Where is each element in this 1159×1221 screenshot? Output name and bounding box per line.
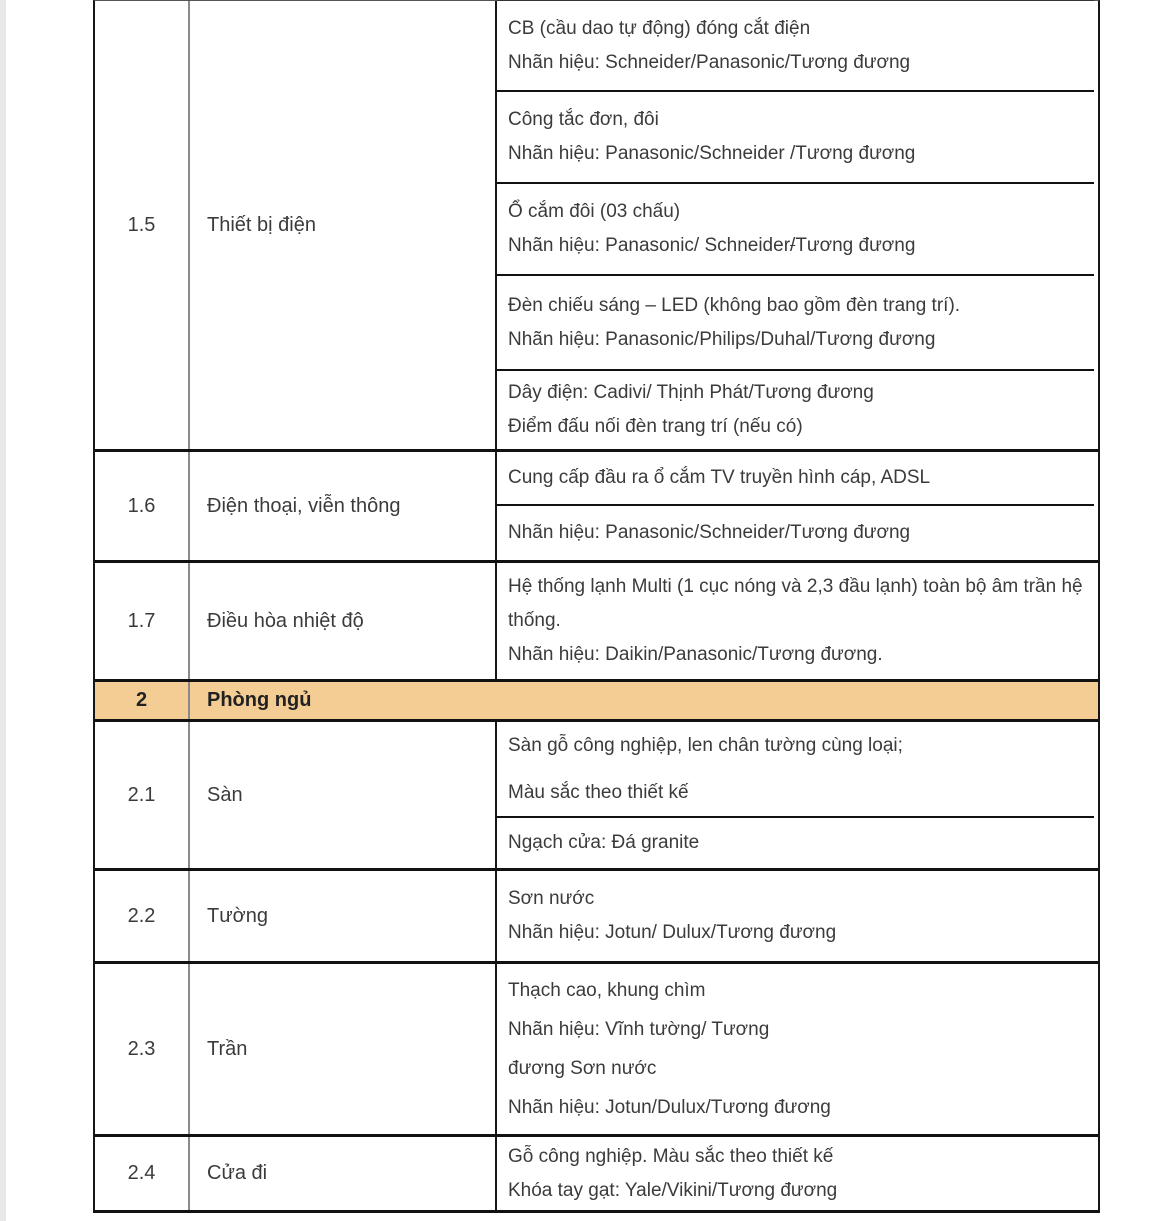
- detail-line: Đèn chiếu sáng – LED (không bao gồm đèn trang trí).: [508, 294, 961, 316]
- row-number: 2.3: [127, 1037, 156, 1060]
- detail-line: Nhãn hiệu: Panasonic/Philips/Duhal/Tương đương: [508, 328, 936, 350]
- detail-line: Thạch cao, khung chìm: [508, 979, 706, 1001]
- row-label-cell: [190, 964, 497, 1134]
- detail-line: Ổ cắm đôi (03 chấu): [508, 201, 681, 222]
- detail-line: Điểm đấu nối đèn trang trí (nếu có): [508, 416, 803, 437]
- row-label: Sàn: [207, 783, 243, 806]
- detail-line: Sàn gỗ công nghiệp, len chân tường cùng loại;: [508, 734, 903, 756]
- detail-line: Cung cấp đầu ra ổ cắm TV truyền hình cáp, ADSL: [508, 467, 931, 488]
- table-row-2-2: [95, 868, 1098, 961]
- row-label: Điều hòa nhiệt độ: [207, 609, 364, 632]
- row-label-cell: [190, 871, 497, 961]
- detail-line: CB (cầu dao tự động) đóng cắt điện: [508, 17, 811, 39]
- row-number: 1.6: [127, 494, 156, 517]
- detail-line: Nhãn hiệu: Daikin/Panasonic/Tương đương.: [508, 644, 883, 665]
- detail-column: [497, 871, 1094, 961]
- row-label-cell: [190, 1137, 497, 1210]
- detail-line: Hệ thống lạnh Multi (1 cục nóng và 2,3 đầu lạnh) toàn bộ âm trần hệ thống.: [508, 576, 1083, 631]
- detail-cell: [497, 1, 1094, 90]
- detail-line: Nhãn hiệu: Jotun/Dulux/Tương đương: [508, 1096, 831, 1118]
- table-row-1-5: [95, 1, 1098, 449]
- detail-line: Gỗ công nghiệp. Màu sắc theo thiết kế: [508, 1145, 834, 1167]
- row-number-cell: [95, 563, 190, 679]
- row-label: Cửa đi: [207, 1162, 268, 1184]
- row-number-cell: [95, 722, 190, 868]
- table-row-2-4: [95, 1134, 1098, 1210]
- detail-line: Khóa tay gạt: Yale/Vikini/Tương đương: [508, 1179, 838, 1201]
- table-row-1-7: [95, 560, 1098, 679]
- detail-cell: [497, 369, 1094, 449]
- table-row-2-1: [95, 719, 1098, 868]
- table-row-1-6: [95, 449, 1098, 560]
- detail-column: [497, 452, 1094, 560]
- detail-cell: [497, 504, 1094, 560]
- row-number: 1.5: [127, 213, 156, 236]
- detail-line: Nhãn hiệu: Panasonic/Schneider /Tương đương: [508, 143, 916, 164]
- page-left-gutter: [0, 0, 6, 1221]
- section-title-cell: [190, 682, 1098, 719]
- detail-line: Dây điện: Cadivi/ Thịnh Phát/Tương đương: [508, 382, 874, 403]
- detail-column: [497, 722, 1094, 868]
- row-number-cell: [95, 1137, 190, 1210]
- brand-text: Nhãn hiệu: Panasonic/ Schneider: [508, 235, 791, 256]
- detail-line: Màu sắc theo thiết kế: [508, 781, 689, 803]
- row-label: Trần: [207, 1037, 248, 1060]
- detail-line: Nhãn hiệu: Panasonic/Schneider/Tương đương: [508, 522, 911, 543]
- section-header-row: [95, 679, 1098, 719]
- detail-line: Nhãn hiệu: Schneider/Panasonic/Tương đương: [508, 51, 911, 73]
- detail-cell: [497, 871, 1094, 961]
- row-label-cell: [190, 563, 497, 679]
- detail-line: [508, 229, 1084, 263]
- row-number: 2.4: [127, 1162, 156, 1184]
- detail-column: [497, 0, 1094, 449]
- detail-cell: [497, 90, 1094, 182]
- row-label: Tường: [207, 904, 268, 927]
- row-number-cell: [95, 1, 190, 449]
- row-number-cell: [95, 964, 190, 1134]
- detail-cell: [497, 182, 1094, 274]
- row-label-cell: [190, 452, 497, 560]
- section-title: Phòng ngủ: [207, 689, 312, 711]
- detail-line: Nhãn hiệu: Vĩnh tường/ Tương: [508, 1018, 770, 1040]
- detail-line: Sơn nước: [508, 888, 595, 909]
- row-label: Thiết bị điện: [207, 213, 316, 236]
- detail-line: Ngạch cửa: Đá granite: [508, 832, 700, 853]
- row-label-cell: [190, 1, 497, 449]
- row-label-cell: [190, 722, 497, 868]
- detail-cell: [497, 816, 1094, 868]
- row-number: 2.1: [127, 783, 156, 806]
- detail-cell: [497, 274, 1094, 369]
- section-number-cell: [95, 682, 190, 719]
- detail-cell: [497, 1137, 1094, 1210]
- row-label: Điện thoại, viễn thông: [207, 494, 401, 517]
- detail-line: đương Sơn nước: [508, 1057, 657, 1079]
- row-number: 2.2: [127, 904, 156, 927]
- detail-column: [497, 563, 1094, 679]
- detail-column: [497, 1137, 1094, 1210]
- row-number-cell: [95, 452, 190, 560]
- detail-cell: [497, 722, 1094, 816]
- detail-column: [497, 964, 1094, 1134]
- strikethrough-slash: /: [790, 235, 796, 256]
- detail-line: Nhãn hiệu: Jotun/ Dulux/Tương đương: [508, 922, 837, 943]
- spec-table: [93, 0, 1100, 1213]
- row-number-cell: [95, 871, 190, 961]
- detail-cell: [497, 452, 1094, 504]
- detail-line: Công tắc đơn, đôi: [508, 109, 659, 130]
- table-row-2-3: [95, 961, 1098, 1134]
- detail-cell: [497, 563, 1094, 679]
- brand-text: Tương đương: [795, 235, 916, 256]
- section-number: 2: [135, 689, 148, 711]
- detail-cell: [497, 964, 1094, 1134]
- row-number: 1.7: [127, 609, 156, 632]
